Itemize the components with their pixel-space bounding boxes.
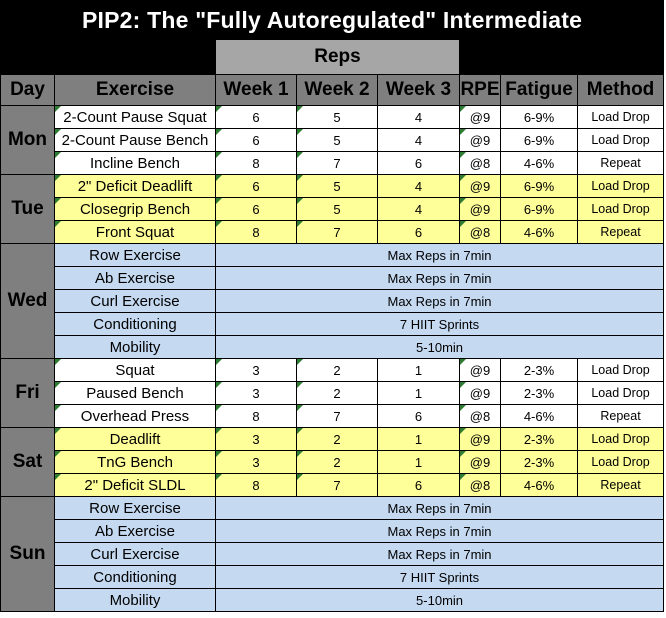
exercise-cell: Front Squat <box>55 221 216 244</box>
exercise-cell: Row Exercise <box>55 497 216 520</box>
table-row <box>1 313 664 336</box>
week1-cell: 8 <box>216 152 297 175</box>
activity-note-cell: 7 HIIT Sprints <box>216 566 664 589</box>
rpe-cell: @9 <box>460 382 501 405</box>
rpe-cell: @9 <box>460 451 501 474</box>
reps-group-header: Reps <box>216 40 460 75</box>
week2-cell: 2 <box>297 451 378 474</box>
table-row <box>1 129 664 152</box>
week2-cell: 2 <box>297 382 378 405</box>
rpe-cell: @8 <box>460 152 501 175</box>
exercise-cell: 2" Deficit SLDL <box>55 474 216 497</box>
exercise-cell: TnG Bench <box>55 451 216 474</box>
week3-cell: 1 <box>378 359 460 382</box>
activity-note-cell: Max Reps in 7min <box>216 267 664 290</box>
fatigue-cell: 4-6% <box>501 474 578 497</box>
activity-note-cell: 7 HIIT Sprints <box>216 313 664 336</box>
week1-cell: 6 <box>216 129 297 152</box>
table-row <box>1 543 664 566</box>
week3-cell: 6 <box>378 221 460 244</box>
week2-cell: 5 <box>297 198 378 221</box>
exercise-cell: Overhead Press <box>55 405 216 428</box>
rpe-cell: @9 <box>460 106 501 129</box>
rpe-cell: @8 <box>460 221 501 244</box>
rpe-cell: @9 <box>460 428 501 451</box>
method-cell: Load Drop <box>578 175 664 198</box>
week3-cell: 4 <box>378 106 460 129</box>
fatigue-cell: 4-6% <box>501 405 578 428</box>
exercise-cell: Squat <box>55 359 216 382</box>
method-cell: Load Drop <box>578 106 664 129</box>
table-row <box>1 267 664 290</box>
fatigue-cell: 4-6% <box>501 152 578 175</box>
method-cell: Load Drop <box>578 129 664 152</box>
table-row <box>1 359 664 382</box>
exercise-cell: Conditioning <box>55 566 216 589</box>
fatigue-cell: 2-3% <box>501 451 578 474</box>
week3-cell: 4 <box>378 129 460 152</box>
exercise-cell: Row Exercise <box>55 244 216 267</box>
week3-cell: 1 <box>378 428 460 451</box>
week2-cell: 7 <box>297 474 378 497</box>
week1-cell: 3 <box>216 451 297 474</box>
fatigue-cell: 2-3% <box>501 428 578 451</box>
fatigue-cell: 6-9% <box>501 106 578 129</box>
week1-cell: 6 <box>216 175 297 198</box>
week2-cell: 2 <box>297 359 378 382</box>
exercise-cell: 2-Count Pause Squat <box>55 106 216 129</box>
week2-cell: 5 <box>297 129 378 152</box>
table-row <box>1 221 664 244</box>
table-row <box>1 451 664 474</box>
method-cell: Load Drop <box>578 451 664 474</box>
activity-note-cell: Max Reps in 7min <box>216 520 664 543</box>
exercise-cell: Ab Exercise <box>55 267 216 290</box>
header-week1: Week 1 <box>216 75 297 106</box>
table-row <box>1 497 664 520</box>
table-row <box>1 198 664 221</box>
activity-note-cell: Max Reps in 7min <box>216 244 664 267</box>
method-cell: Repeat <box>578 152 664 175</box>
rpe-cell: @8 <box>460 405 501 428</box>
week3-cell: 6 <box>378 474 460 497</box>
rpe-cell: @9 <box>460 175 501 198</box>
header-rpe: RPE <box>460 75 501 106</box>
method-cell: Load Drop <box>578 359 664 382</box>
fatigue-cell: 6-9% <box>501 129 578 152</box>
page-title: PIP2: The "Fully Autoregulated" Intermediate <box>1 1 664 40</box>
table-row <box>1 474 664 497</box>
week2-cell: 7 <box>297 152 378 175</box>
exercise-cell: Curl Exercise <box>55 543 216 566</box>
activity-note-cell: Max Reps in 7min <box>216 543 664 566</box>
week1-cell: 6 <box>216 198 297 221</box>
table-row <box>1 290 664 313</box>
exercise-cell: Mobility <box>55 336 216 359</box>
header-spacer <box>1 40 216 75</box>
exercise-cell: Deadlift <box>55 428 216 451</box>
week2-cell: 7 <box>297 221 378 244</box>
method-cell: Repeat <box>578 221 664 244</box>
week1-cell: 8 <box>216 405 297 428</box>
exercise-cell: 2-Count Pause Bench <box>55 129 216 152</box>
column-header-row <box>1 75 664 106</box>
table-row <box>1 566 664 589</box>
week1-cell: 8 <box>216 221 297 244</box>
table-row <box>1 428 664 451</box>
table-row <box>1 405 664 428</box>
activity-note-cell: 5-10min <box>216 589 664 612</box>
table-row <box>1 106 664 129</box>
week3-cell: 4 <box>378 198 460 221</box>
rpe-cell: @9 <box>460 198 501 221</box>
exercise-cell: Ab Exercise <box>55 520 216 543</box>
week3-cell: 1 <box>378 382 460 405</box>
rpe-cell: @8 <box>460 474 501 497</box>
week1-cell: 3 <box>216 428 297 451</box>
week2-cell: 5 <box>297 106 378 129</box>
day-label-sun: Sun <box>1 497 55 612</box>
week1-cell: 3 <box>216 382 297 405</box>
exercise-cell: 2" Deficit Deadlift <box>55 175 216 198</box>
table-row <box>1 382 664 405</box>
week3-cell: 1 <box>378 451 460 474</box>
fatigue-cell: 2-3% <box>501 382 578 405</box>
day-label-fri: Fri <box>1 359 55 428</box>
method-cell: Repeat <box>578 474 664 497</box>
header-week3: Week 3 <box>378 75 460 106</box>
table-row <box>1 336 664 359</box>
exercise-cell: Mobility <box>55 589 216 612</box>
table-row <box>1 175 664 198</box>
week2-cell: 7 <box>297 405 378 428</box>
week1-cell: 8 <box>216 474 297 497</box>
week1-cell: 3 <box>216 359 297 382</box>
week2-cell: 5 <box>297 175 378 198</box>
header-exercise: Exercise <box>55 75 216 106</box>
exercise-cell: Conditioning <box>55 313 216 336</box>
exercise-cell: Incline Bench <box>55 152 216 175</box>
day-label-tue: Tue <box>1 175 55 244</box>
week3-cell: 6 <box>378 152 460 175</box>
day-label-wed: Wed <box>1 244 55 359</box>
method-cell: Load Drop <box>578 428 664 451</box>
exercise-cell: Closegrip Bench <box>55 198 216 221</box>
week1-cell: 6 <box>216 106 297 129</box>
fatigue-cell: 2-3% <box>501 359 578 382</box>
week3-cell: 4 <box>378 175 460 198</box>
exercise-cell: Curl Exercise <box>55 290 216 313</box>
method-cell: Load Drop <box>578 198 664 221</box>
exercise-cell: Paused Bench <box>55 382 216 405</box>
header-method: Method <box>578 75 664 106</box>
fatigue-cell: 6-9% <box>501 175 578 198</box>
header-week2: Week 2 <box>297 75 378 106</box>
header-fatigue: Fatigue <box>501 75 578 106</box>
method-cell: Load Drop <box>578 382 664 405</box>
table-row <box>1 152 664 175</box>
week2-cell: 2 <box>297 428 378 451</box>
rpe-cell: @9 <box>460 129 501 152</box>
fatigue-cell: 6-9% <box>501 198 578 221</box>
activity-note-cell: 5-10min <box>216 336 664 359</box>
method-cell: Repeat <box>578 405 664 428</box>
week3-cell: 6 <box>378 405 460 428</box>
table-row <box>1 520 664 543</box>
header-spacer <box>460 40 664 75</box>
header-day: Day <box>1 75 55 106</box>
rpe-cell: @9 <box>460 359 501 382</box>
day-label-mon: Mon <box>1 106 55 175</box>
table-row <box>1 589 664 612</box>
activity-note-cell: Max Reps in 7min <box>216 290 664 313</box>
activity-note-cell: Max Reps in 7min <box>216 497 664 520</box>
day-label-sat: Sat <box>1 428 55 497</box>
table-row <box>1 244 664 267</box>
fatigue-cell: 4-6% <box>501 221 578 244</box>
